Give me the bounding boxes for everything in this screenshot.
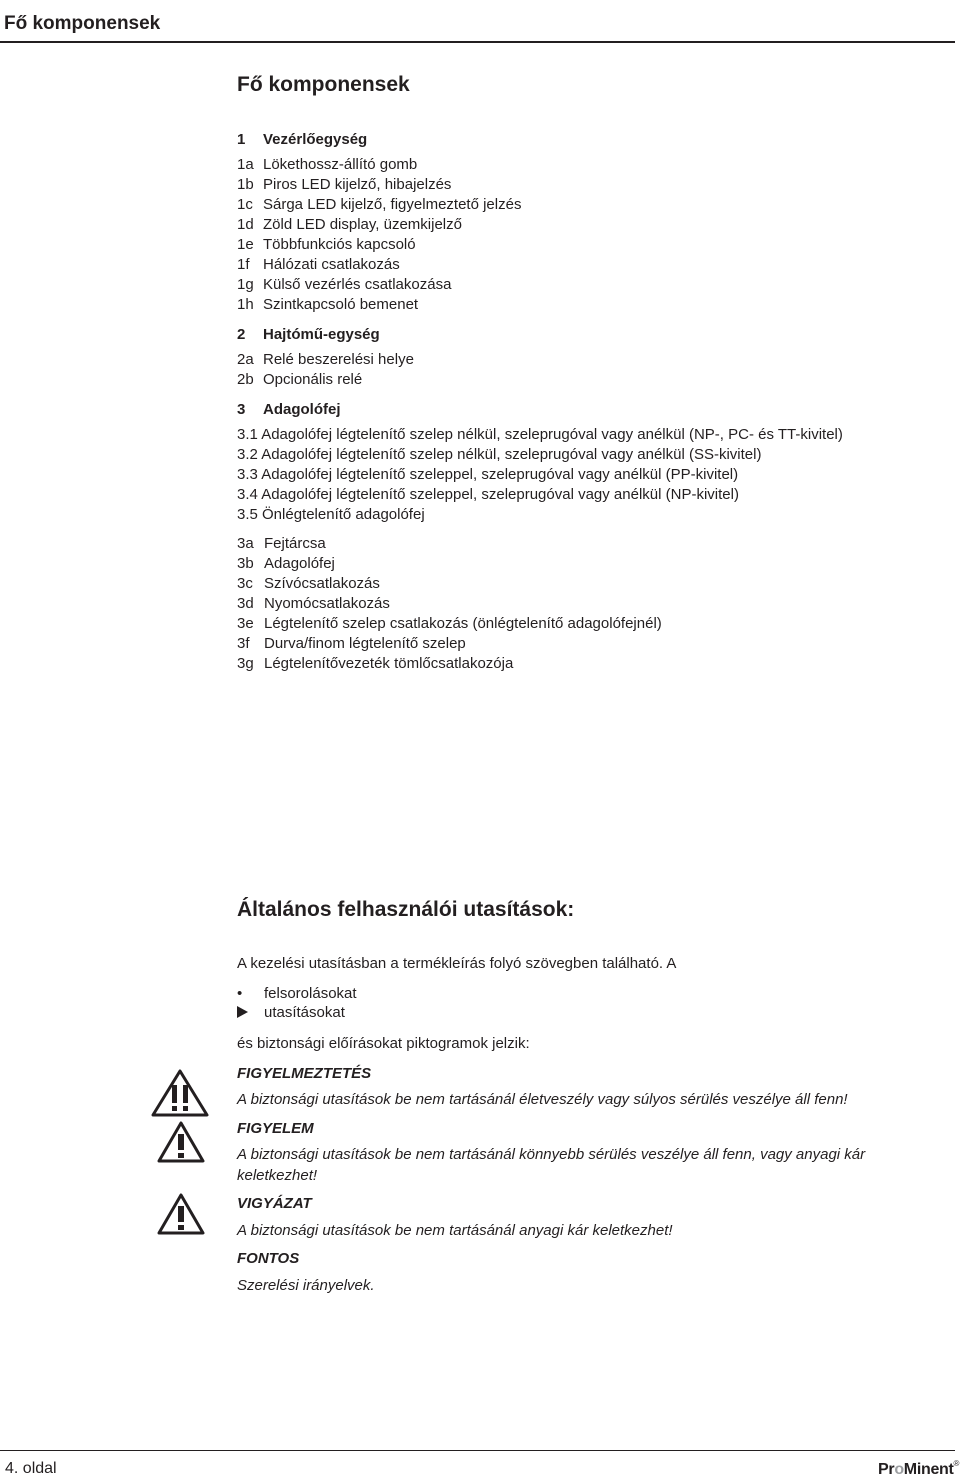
group-heading <box>237 400 341 420</box>
warning-text: A biztonsági utasítások be nem tartásánál életveszély vagy súlyos sérülés veszélye áll fenn! <box>237 1091 848 1108</box>
warning-label: FIGYELEM <box>237 1120 314 1137</box>
item-number: 3b <box>237 555 254 572</box>
list-item <box>237 215 521 235</box>
section-title-usage: Általános felhasználói utasítások: <box>237 898 575 921</box>
footer-divider <box>0 1450 955 1451</box>
warning-exclamation-icon <box>156 1120 206 1164</box>
item-text: Durva/finom légtelenítő szelep <box>264 635 466 652</box>
item-text: Adagolófej <box>264 555 335 572</box>
list-item <box>237 614 662 634</box>
item-number: 1c <box>237 196 253 213</box>
list-item <box>237 275 521 295</box>
item-text: Szintkapcsoló bemenet <box>263 296 419 313</box>
logo-part: Minent <box>903 1461 954 1478</box>
item-number: 2b <box>237 371 254 388</box>
usage-intro: A kezelési utasításban a termékleírás folyó szövegben található. A <box>237 955 677 972</box>
item-text: Külső vezérlés csatlakozása <box>263 276 452 293</box>
list-item: 3.1 Adagolófej légtelenítő szelep nélkül, szeleprugóval vagy anélkül (NP-, PC- és TT-kivitel) <box>237 426 843 443</box>
list-item <box>237 155 521 175</box>
item-text: Hálózati csatlakozás <box>263 256 400 273</box>
step-arrow-icon <box>237 1004 264 1021</box>
list-item <box>237 235 521 255</box>
list-item <box>237 255 521 275</box>
step-example <box>237 1004 345 1021</box>
caution-exclamation-icon <box>156 1192 206 1236</box>
item-text: Lökethossz-állító gomb <box>263 156 418 173</box>
list-item: 3.4 Adagolófej légtelenítő szeleppel, szeleprugóval vagy anélkül (NP-kivitel) <box>237 486 739 503</box>
list-item: 3.5 Önlégtelenítő adagolófej <box>237 506 425 523</box>
item-number: 3d <box>237 595 254 612</box>
group-1-items <box>237 155 521 315</box>
logo-registered-mark: ® <box>953 1459 960 1468</box>
warning-label: VIGYÁZAT <box>237 1195 312 1212</box>
bullet-icon: • <box>237 985 243 1002</box>
group-3-list <box>237 400 341 420</box>
item-text: Sárga LED kijelző, figyelmeztető jelzés <box>263 196 522 213</box>
group-heading <box>237 130 367 150</box>
group-2-items <box>237 350 414 390</box>
list-item <box>237 175 521 195</box>
list-item <box>237 295 521 315</box>
group-3-variants <box>237 425 843 525</box>
item-text: Zöld LED display, üzemkijelző <box>263 216 462 233</box>
logo-part: o <box>894 1461 904 1478</box>
item-number: 2a <box>237 351 254 368</box>
item-number: 1d <box>237 216 254 233</box>
item-number: 3a <box>237 535 254 552</box>
item-text: Légtelenítővezeték tömlőcsatlakozója <box>264 655 514 672</box>
group-3-parts <box>237 534 662 674</box>
group-heading <box>237 325 380 345</box>
item-number: 3g <box>237 655 254 672</box>
item-text: Relé beszerelési helye <box>263 351 414 368</box>
header-divider <box>0 41 955 43</box>
group-2-list <box>237 325 380 345</box>
item-text: Légtelenítő szelep csatlakozás (önlégtelenítő adagolófejnél) <box>264 615 662 632</box>
group-title: Adagolófej <box>263 401 341 418</box>
list-item <box>237 534 662 554</box>
list-item <box>237 350 414 370</box>
logo-part: Pr <box>878 1461 895 1478</box>
warning-text: Szerelési irányelvek. <box>237 1277 375 1294</box>
list-item <box>237 370 414 390</box>
list-item <box>237 594 662 614</box>
list-item <box>237 195 521 215</box>
list-item: 3.2 Adagolófej légtelenítő szelep nélkül, szeleprugóval vagy anélkül (SS-kivitel) <box>237 446 762 463</box>
bullet-example-text: felsorolásokat <box>264 985 357 1002</box>
item-number: 3c <box>237 575 253 592</box>
prominent-logo <box>878 1459 959 1479</box>
page-number: 4. oldal <box>5 1460 57 1477</box>
list-item <box>237 634 662 654</box>
bullet-example <box>237 985 357 1002</box>
item-number: 1f <box>237 256 250 273</box>
group-title: Hajtómű-egység <box>263 326 380 343</box>
list-item <box>237 654 662 674</box>
page-header-title: Fő komponensek <box>4 13 161 34</box>
item-number: 1a <box>237 156 254 173</box>
warning-label: FIGYELMEZTETÉS <box>237 1065 372 1082</box>
section-title-main-components: Fő komponensek <box>237 73 410 96</box>
list-item <box>237 574 662 594</box>
step-example-text: utasításokat <box>264 1004 345 1021</box>
warning-text: A biztonsági utasítások be nem tartásánál könnyebb sérülés veszélye áll fenn, vagy anyagi kár keletkezhet! <box>237 1146 866 1184</box>
warning-double-exclamation-icon <box>150 1068 210 1118</box>
group-number: 1 <box>237 131 246 148</box>
usage-outro: és biztonsági előírásokat piktogramok jelzik: <box>237 1035 530 1052</box>
item-number: 1e <box>237 236 254 253</box>
group-1-list <box>237 130 367 150</box>
item-number: 1b <box>237 176 254 193</box>
item-text: Szívócsatlakozás <box>264 575 380 592</box>
item-text: Többfunkciós kapcsoló <box>263 236 416 253</box>
warning-label: FONTOS <box>237 1250 300 1267</box>
item-text: Fejtárcsa <box>264 535 326 552</box>
group-number: 2 <box>237 326 246 343</box>
item-text: Nyomócsatlakozás <box>264 595 390 612</box>
item-text: Piros LED kijelző, hibajelzés <box>263 176 452 193</box>
group-number: 3 <box>237 401 246 418</box>
item-number: 3f <box>237 635 250 652</box>
item-text: Opcionális relé <box>263 371 363 388</box>
list-item <box>237 554 662 574</box>
item-number: 1g <box>237 276 254 293</box>
item-number: 3e <box>237 615 254 632</box>
group-title: Vezérlőegység <box>263 131 368 148</box>
list-item: 3.3 Adagolófej légtelenítő szeleppel, szeleprugóval vagy anélkül (PP-kivitel) <box>237 466 739 483</box>
warning-text: A biztonsági utasítások be nem tartásánál anyagi kár keletkezhet! <box>237 1222 673 1239</box>
item-number: 1h <box>237 296 254 313</box>
